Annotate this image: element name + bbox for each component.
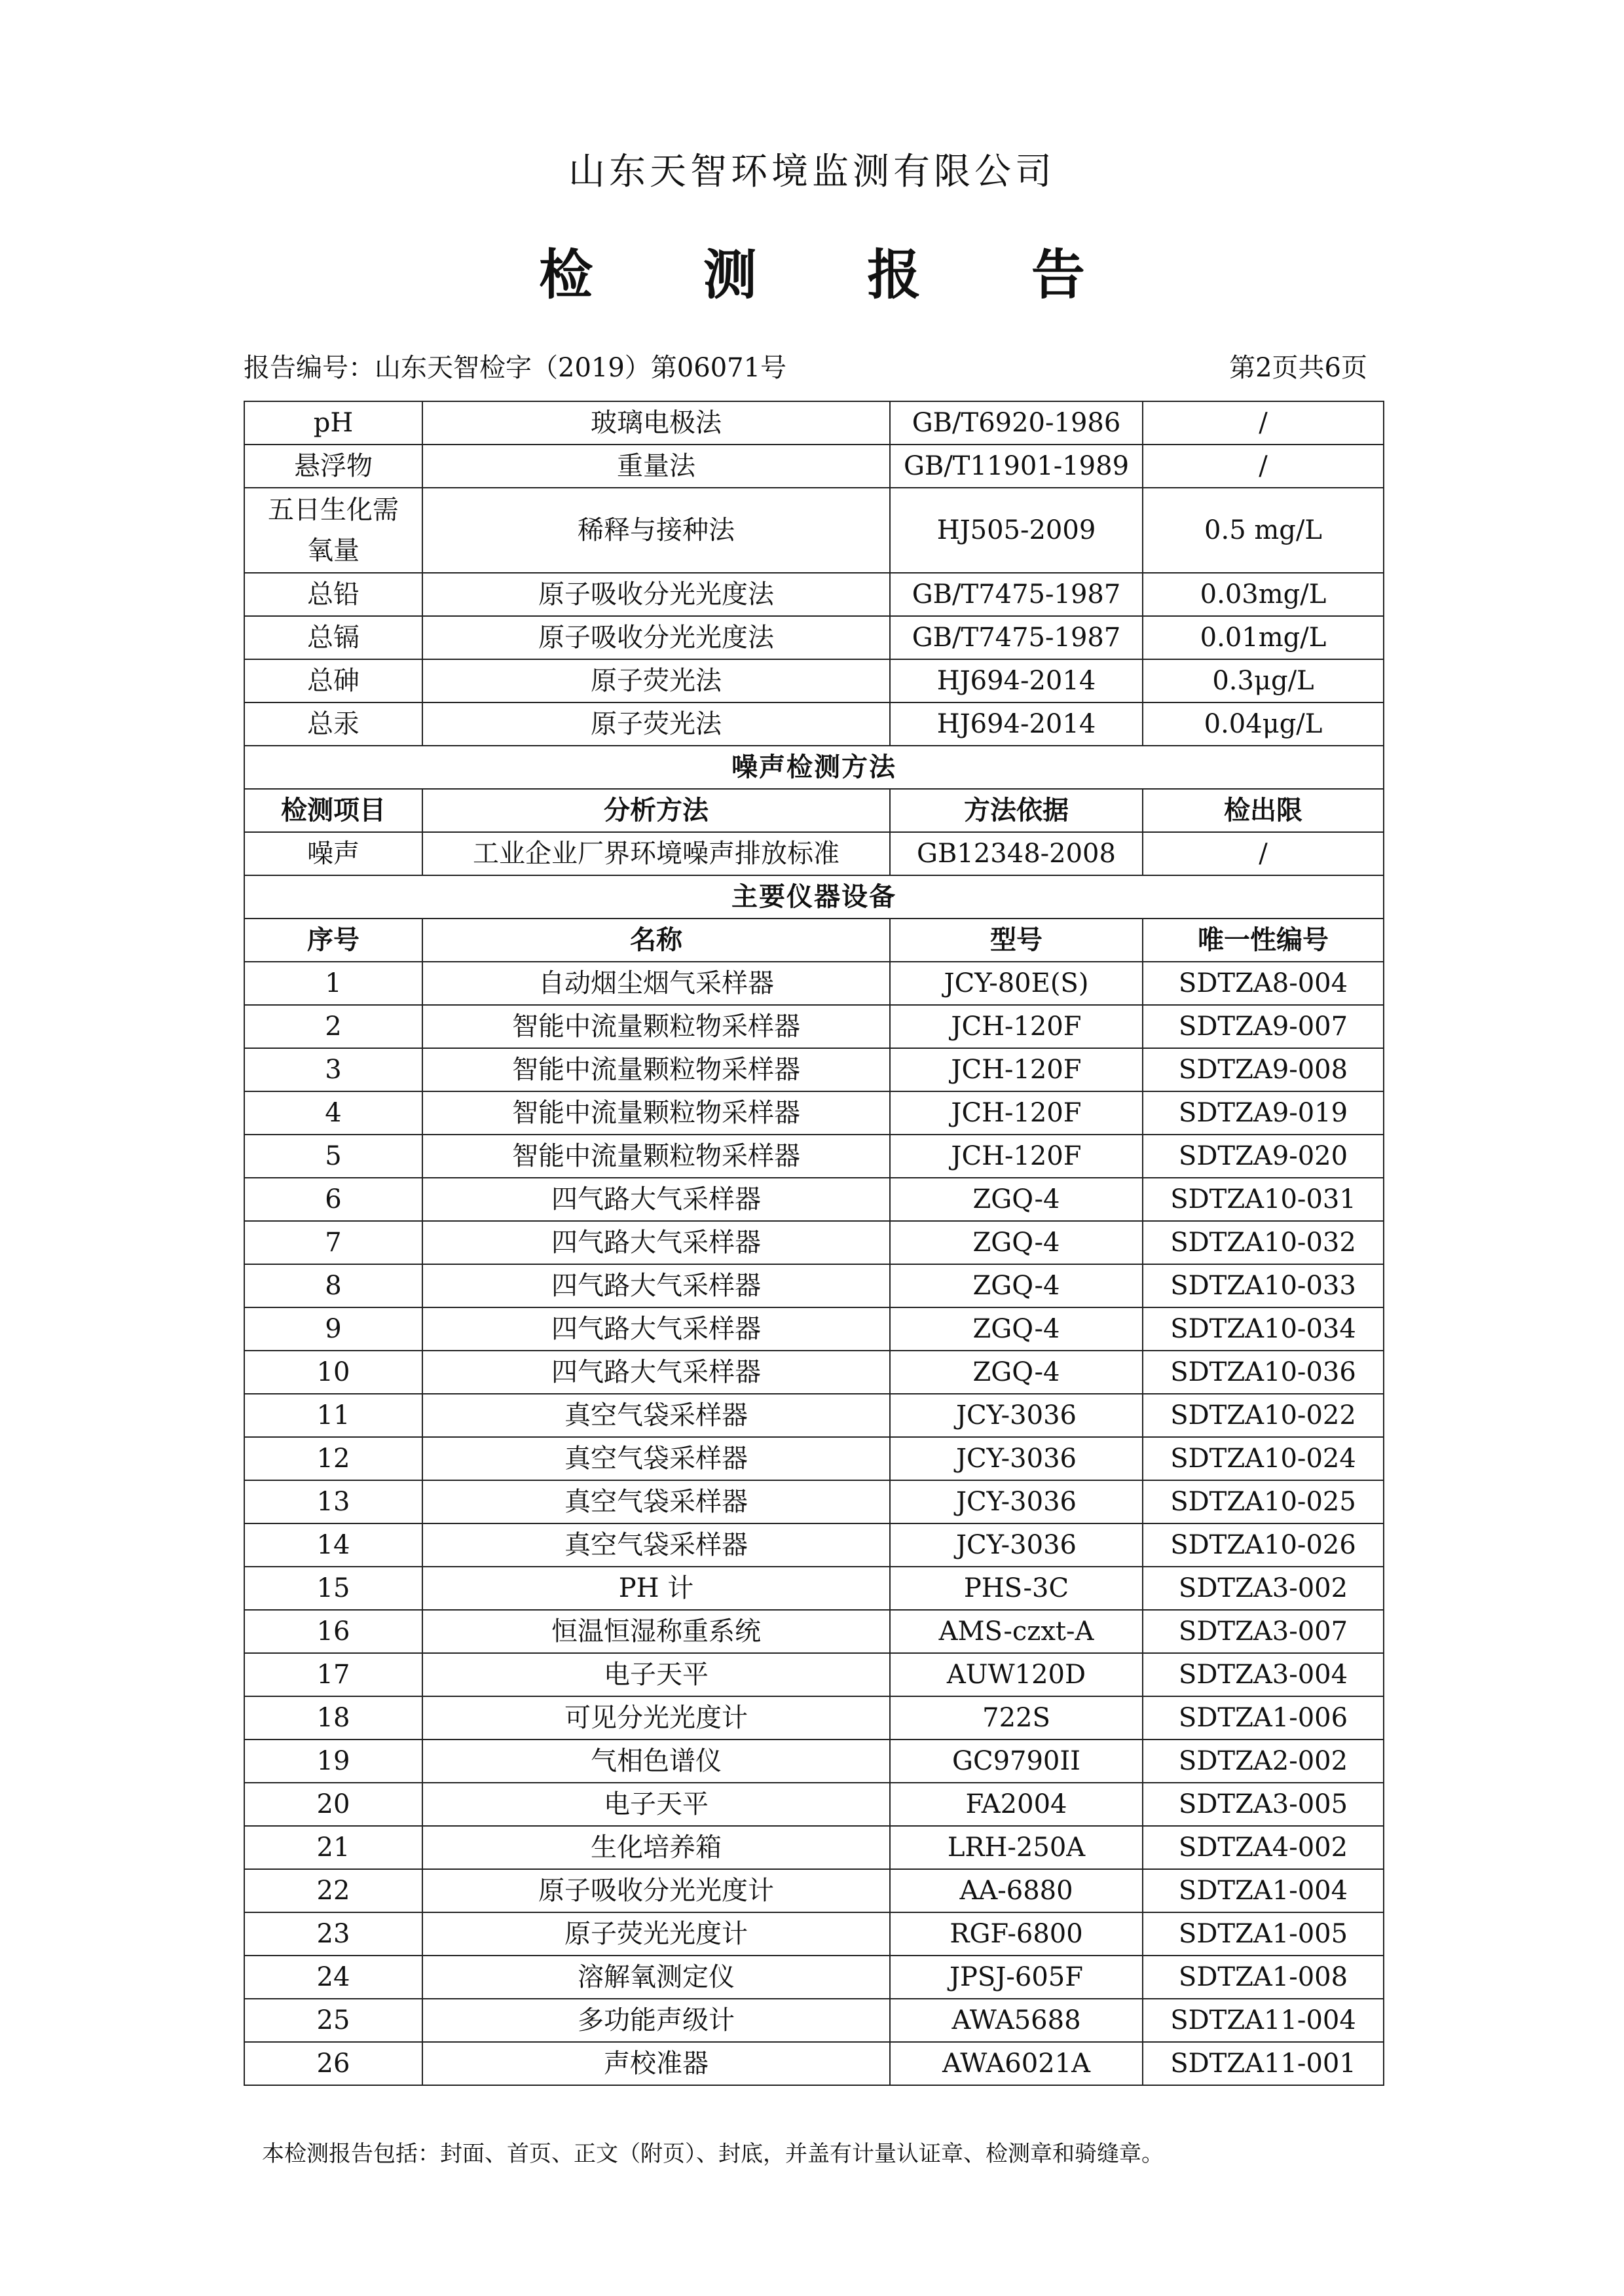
equipment-no: 17 (244, 1653, 422, 1696)
equipment-name: 电子天平 (422, 1783, 890, 1826)
equipment-id: SDTZA10-022 (1143, 1394, 1384, 1437)
equipment-name: 智能中流量颗粒物采样器 (422, 1048, 890, 1091)
equipment-model: JCH-120F (890, 1048, 1143, 1091)
equipment-id: SDTZA9-007 (1143, 1005, 1384, 1048)
method-name: 原子荧光法 (422, 659, 890, 702)
equipment-id: SDTZA3-004 (1143, 1653, 1384, 1696)
table-row (244, 1610, 1384, 1653)
equipment-name: 智能中流量颗粒物采样器 (422, 1091, 890, 1135)
equipment-model: JCY-3036 (890, 1523, 1143, 1567)
method-item: 总砷 (244, 659, 422, 702)
header-model: 型号 (890, 919, 1143, 962)
table-row (244, 702, 1384, 746)
method-limit: 0.04μg/L (1143, 702, 1384, 746)
equipment-no: 6 (244, 1178, 422, 1221)
equipment-no: 12 (244, 1437, 422, 1480)
equipment-no: 21 (244, 1826, 422, 1869)
equipment-table-body (244, 962, 1384, 2085)
equipment-no: 15 (244, 1567, 422, 1610)
equipment-name: 溶解氧测定仪 (422, 1956, 890, 1999)
table-row (244, 1221, 1384, 1264)
equipment-no: 16 (244, 1610, 422, 1653)
method-name: 玻璃电极法 (422, 401, 890, 445)
equipment-model: AMS-czxt-A (890, 1610, 1143, 1653)
equipment-id: SDTZA1-006 (1143, 1696, 1384, 1740)
equipment-no: 10 (244, 1351, 422, 1394)
equipment-model: 722S (890, 1696, 1143, 1740)
method-limit: 0.01mg/L (1143, 616, 1384, 659)
method-limit: / (1143, 401, 1384, 445)
equipment-id: SDTZA10-031 (1143, 1178, 1384, 1221)
equipment-model: ZGQ-4 (890, 1221, 1143, 1264)
report-table (244, 401, 1384, 2086)
table-row (244, 659, 1384, 702)
method-limit: 0.3μg/L (1143, 659, 1384, 702)
equipment-no: 14 (244, 1523, 422, 1567)
equipment-id: SDTZA8-004 (1143, 962, 1384, 1005)
equipment-model: GC9790II (890, 1740, 1143, 1783)
header-id: 唯一性编号 (1143, 919, 1384, 962)
equipment-no: 2 (244, 1005, 422, 1048)
method-item: 总镉 (244, 616, 422, 659)
table-row (244, 2042, 1384, 2085)
equipment-name: 电子天平 (422, 1653, 890, 1696)
table-row (244, 488, 1384, 573)
equipment-no: 11 (244, 1394, 422, 1437)
table-row (244, 1307, 1384, 1351)
equipment-name: 真空气袋采样器 (422, 1523, 890, 1567)
equipment-id: SDTZA10-034 (1143, 1307, 1384, 1351)
equipment-id: SDTZA3-005 (1143, 1783, 1384, 1826)
equipment-name: 可见分光光度计 (422, 1696, 890, 1740)
method-name: 原子荧光法 (422, 702, 890, 746)
table-row (244, 1135, 1384, 1178)
page-info: 第2页共6页 (1229, 353, 1367, 383)
equipment-name: 四气路大气采样器 (422, 1221, 890, 1264)
equipment-id: SDTZA4-002 (1143, 1826, 1384, 1869)
equipment-name: 四气路大气采样器 (422, 1307, 890, 1351)
equipment-model: ZGQ-4 (890, 1264, 1143, 1307)
equipment-no: 13 (244, 1480, 422, 1523)
equipment-id: SDTZA10-032 (1143, 1221, 1384, 1264)
table-row (244, 1653, 1384, 1696)
noise-section (244, 746, 1384, 962)
equipment-model: FA2004 (890, 1783, 1143, 1826)
method-item: pH (244, 401, 422, 445)
table-row (244, 445, 1384, 488)
table-row (244, 1912, 1384, 1956)
equipment-model: JCY-3036 (890, 1437, 1143, 1480)
equipment-id: SDTZA10-033 (1143, 1264, 1384, 1307)
equipment-model: JCH-120F (890, 1135, 1143, 1178)
equipment-model: RGF-6800 (890, 1912, 1143, 1956)
equipment-name: 气相色谱仪 (422, 1740, 890, 1783)
header-basis: 方法依据 (890, 789, 1143, 832)
method-basis: GB/T6920-1986 (890, 401, 1143, 445)
noise-basis: GB12348-2008 (890, 832, 1143, 875)
report-number: 报告编号：山东天智检字（2019）第06071号 (244, 353, 787, 383)
equipment-no: 23 (244, 1912, 422, 1956)
table-row (244, 1826, 1384, 1869)
table-row (244, 573, 1384, 616)
equipment-id: SDTZA9-020 (1143, 1135, 1384, 1178)
equipment-id: SDTZA2-002 (1143, 1740, 1384, 1783)
equipment-model: JCH-120F (890, 1091, 1143, 1135)
equipment-id: SDTZA10-026 (1143, 1523, 1384, 1567)
equipment-name: 真空气袋采样器 (422, 1394, 890, 1437)
table-row (244, 401, 1384, 445)
method-basis: GB/T11901-1989 (890, 445, 1143, 488)
table-row (244, 1567, 1384, 1610)
table-row (244, 616, 1384, 659)
table-row (244, 962, 1384, 1005)
equipment-id: SDTZA3-007 (1143, 1610, 1384, 1653)
table-row (244, 1178, 1384, 1221)
equipment-id: SDTZA1-004 (1143, 1869, 1384, 1912)
equipment-no: 19 (244, 1740, 422, 1783)
table-row (244, 1351, 1384, 1394)
equipment-no: 4 (244, 1091, 422, 1135)
noise-item: 噪声 (244, 832, 422, 875)
equipment-name: 四气路大气采样器 (422, 1264, 890, 1307)
equipment-name: 四气路大气采样器 (422, 1351, 890, 1394)
table-row (244, 1999, 1384, 2042)
equipment-model: AWA6021A (890, 2042, 1143, 2085)
noise-limit: / (1143, 832, 1384, 875)
equipment-name: 原子吸收分光光度计 (422, 1869, 890, 1912)
table-row (244, 1480, 1384, 1523)
equipment-id: SDTZA9-008 (1143, 1048, 1384, 1091)
table-row (244, 1264, 1384, 1307)
header-limit: 检出限 (1143, 789, 1384, 832)
equipment-section-title: 主要仪器设备 (244, 875, 1384, 919)
equipment-no: 20 (244, 1783, 422, 1826)
equipment-name: 智能中流量颗粒物采样器 (422, 1135, 890, 1178)
equipment-name: 真空气袋采样器 (422, 1480, 890, 1523)
equipment-model: ZGQ-4 (890, 1178, 1143, 1221)
equipment-name: 恒温恒湿称重系统 (422, 1610, 890, 1653)
equipment-model: ZGQ-4 (890, 1351, 1143, 1394)
equipment-model: JPSJ-605F (890, 1956, 1143, 1999)
table-row (244, 1696, 1384, 1740)
equipment-id: SDTZA10-024 (1143, 1437, 1384, 1480)
table-row (244, 1437, 1384, 1480)
method-limit: 0.03mg/L (1143, 573, 1384, 616)
equipment-model: PHS-3C (890, 1567, 1143, 1610)
equipment-model: AUW120D (890, 1653, 1143, 1696)
method-limit: / (1143, 445, 1384, 488)
method-limit: 0.5 mg/L (1143, 488, 1384, 573)
equipment-name: 四气路大气采样器 (422, 1178, 890, 1221)
method-basis: HJ694-2014 (890, 659, 1143, 702)
method-basis: HJ505-2009 (890, 488, 1143, 573)
method-basis: HJ694-2014 (890, 702, 1143, 746)
equipment-name: 真空气袋采样器 (422, 1437, 890, 1480)
equipment-model: JCY-80E(S) (890, 962, 1143, 1005)
equipment-no: 18 (244, 1696, 422, 1740)
equipment-id: SDTZA9-019 (1143, 1091, 1384, 1135)
equipment-name: 自动烟尘烟气采样器 (422, 962, 890, 1005)
report-title: 检 测 报 告 (539, 244, 1131, 306)
equipment-id: SDTZA11-004 (1143, 1999, 1384, 2042)
table-row (244, 1956, 1384, 1999)
equipment-name: 智能中流量颗粒物采样器 (422, 1005, 890, 1048)
noise-section-title: 噪声检测方法 (244, 746, 1384, 789)
equipment-no: 1 (244, 962, 422, 1005)
company-name: 山东天智环境监测有限公司 (568, 151, 1056, 193)
equipment-name: 原子荧光光度计 (422, 1912, 890, 1956)
header-method: 分析方法 (422, 789, 890, 832)
equipment-name: 声校准器 (422, 2042, 890, 2085)
method-name: 原子吸收分光光度法 (422, 573, 890, 616)
table-row (244, 1091, 1384, 1135)
equipment-no: 9 (244, 1307, 422, 1351)
method-item: 五日生化需氧量 (244, 488, 422, 573)
equipment-model: AWA5688 (890, 1999, 1143, 2042)
footer-note: 本检测报告包括：封面、首页、正文（附页）、封底，并盖有计量认证章、检测章和骑缝章。 (262, 2141, 1164, 2167)
equipment-no: 26 (244, 2042, 422, 2085)
method-name: 稀释与接种法 (422, 488, 890, 573)
methods-table-body (244, 401, 1384, 746)
table-row (244, 1523, 1384, 1567)
noise-method: 工业企业厂界环境噪声排放标准 (422, 832, 890, 875)
equipment-id: SDTZA1-005 (1143, 1912, 1384, 1956)
equipment-no: 25 (244, 1999, 422, 2042)
method-basis: GB/T7475-1987 (890, 616, 1143, 659)
method-name: 原子吸收分光光度法 (422, 616, 890, 659)
table-row (244, 1869, 1384, 1912)
equipment-no: 24 (244, 1956, 422, 1999)
header-no: 序号 (244, 919, 422, 962)
header-name: 名称 (422, 919, 890, 962)
equipment-name: 生化培养箱 (422, 1826, 890, 1869)
equipment-id: SDTZA11-001 (1143, 2042, 1384, 2085)
equipment-name: PH 计 (422, 1567, 890, 1610)
equipment-id: SDTZA10-025 (1143, 1480, 1384, 1523)
equipment-no: 22 (244, 1869, 422, 1912)
equipment-model: JCH-120F (890, 1005, 1143, 1048)
equipment-model: AA-6880 (890, 1869, 1143, 1912)
equipment-model: JCY-3036 (890, 1480, 1143, 1523)
equipment-model: LRH-250A (890, 1826, 1143, 1869)
equipment-model: JCY-3036 (890, 1394, 1143, 1437)
method-item: 总铅 (244, 573, 422, 616)
table-row (244, 1005, 1384, 1048)
header-item: 检测项目 (244, 789, 422, 832)
table-row (244, 1048, 1384, 1091)
equipment-model: ZGQ-4 (890, 1307, 1143, 1351)
method-item: 悬浮物 (244, 445, 422, 488)
equipment-no: 3 (244, 1048, 422, 1091)
equipment-no: 8 (244, 1264, 422, 1307)
equipment-no: 5 (244, 1135, 422, 1178)
equipment-no: 7 (244, 1221, 422, 1264)
equipment-id: SDTZA3-002 (1143, 1567, 1384, 1610)
table-row (244, 1783, 1384, 1826)
equipment-id: SDTZA1-008 (1143, 1956, 1384, 1999)
table-row (244, 1394, 1384, 1437)
method-item: 总汞 (244, 702, 422, 746)
equipment-name: 多功能声级计 (422, 1999, 890, 2042)
equipment-id: SDTZA10-036 (1143, 1351, 1384, 1394)
method-name: 重量法 (422, 445, 890, 488)
method-basis: GB/T7475-1987 (890, 573, 1143, 616)
table-row (244, 1740, 1384, 1783)
